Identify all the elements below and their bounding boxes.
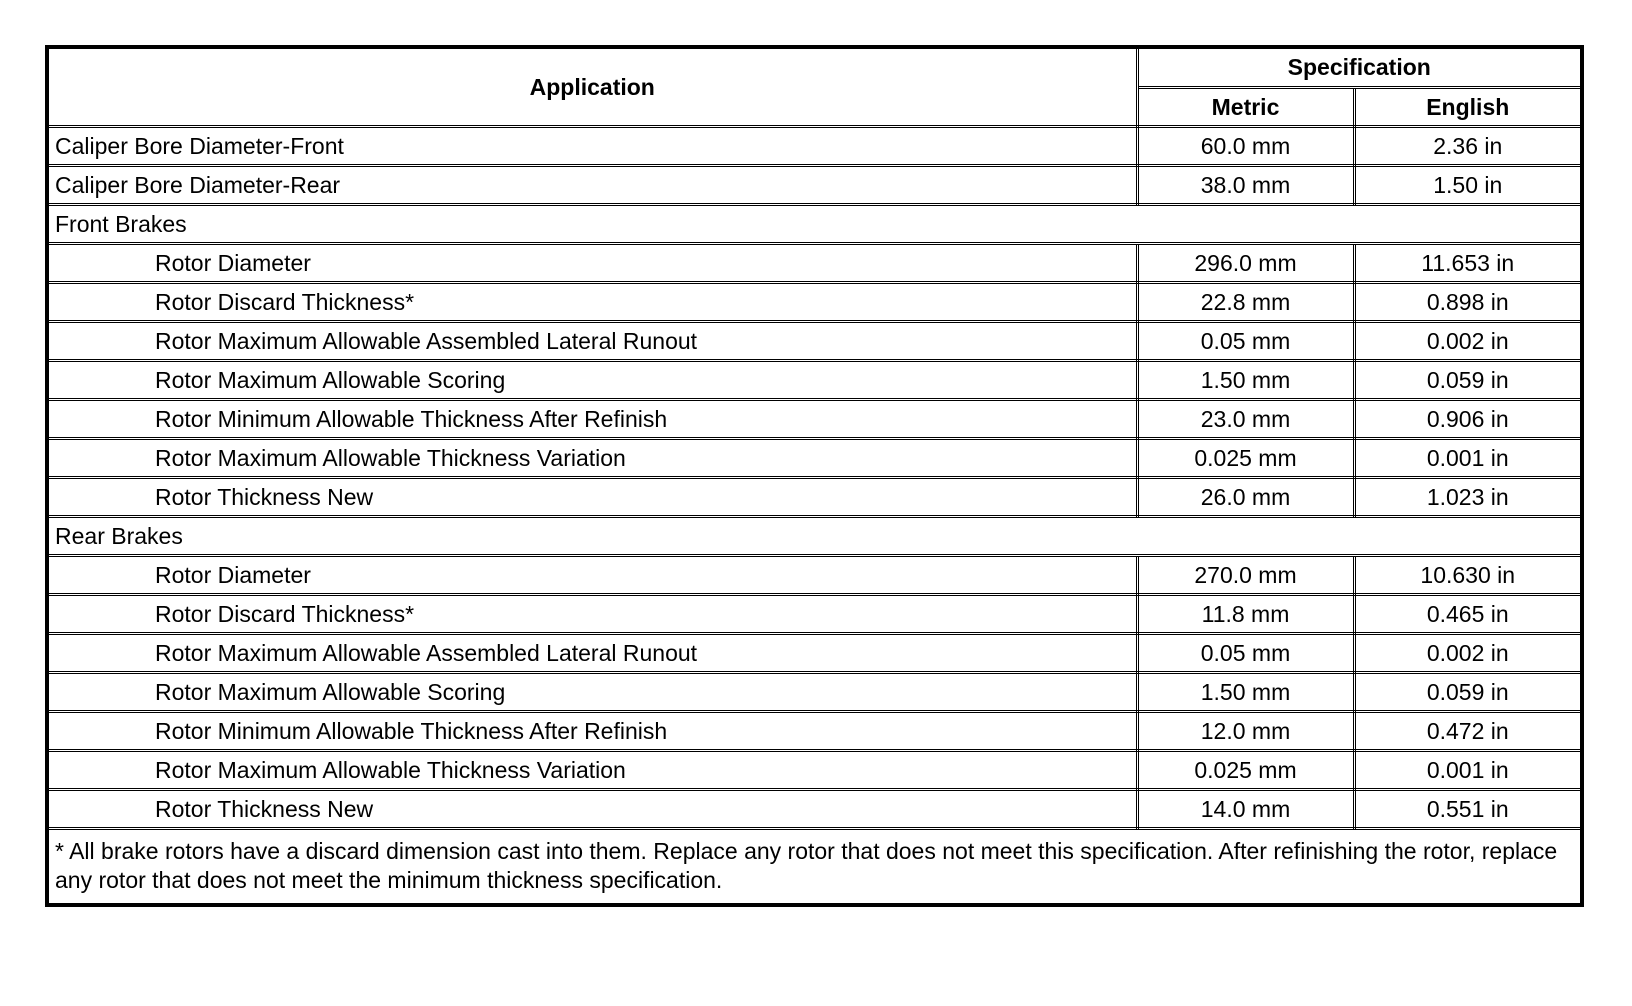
table-row [47,556,1582,595]
row-label: Caliper Bore Diameter-Front [47,127,1137,166]
english-value: 11.653 in [1354,244,1582,283]
english-value: 0.472 in [1354,712,1582,751]
table-row [47,595,1582,634]
table-row [47,712,1582,751]
row-label: Rotor Maximum Allowable Scoring [47,673,1137,712]
row-label: Rotor Discard Thickness* [47,283,1137,322]
metric-value: 270.0 mm [1137,556,1354,595]
table-row [47,790,1582,829]
table-row [47,400,1582,439]
row-label: Caliper Bore Diameter-Rear [47,166,1137,205]
table-row [47,127,1582,166]
table-row [47,322,1582,361]
footnote-row [47,829,1582,906]
row-label: Rotor Maximum Allowable Scoring [47,361,1137,400]
english-value: 0.898 in [1354,283,1582,322]
metric-value: 0.025 mm [1137,439,1354,478]
row-label: Rotor Diameter [47,556,1137,595]
header-row-top [47,47,1582,87]
english-value: 10.630 in [1354,556,1582,595]
table-row [47,244,1582,283]
metric-value: 14.0 mm [1137,790,1354,829]
english-value: 1.50 in [1354,166,1582,205]
metric-value: 38.0 mm [1137,166,1354,205]
row-label: Rotor Minimum Allowable Thickness After Refinish [47,712,1137,751]
table-row [47,166,1582,205]
row-label: Rotor Thickness New [47,478,1137,517]
table-row [47,673,1582,712]
section-title: Front Brakes [47,205,1582,244]
table-row [47,439,1582,478]
row-label: Rotor Diameter [47,244,1137,283]
english-column-header: English [1354,87,1582,127]
table-row [47,478,1582,517]
english-value: 2.36 in [1354,127,1582,166]
specification-column-header: Specification [1137,47,1582,87]
row-label: Rotor Maximum Allowable Assembled Lateral Runout [47,634,1137,673]
metric-value: 60.0 mm [1137,127,1354,166]
metric-value: 0.05 mm [1137,322,1354,361]
metric-value: 0.05 mm [1137,634,1354,673]
english-value: 0.002 in [1354,322,1582,361]
row-label: Rotor Maximum Allowable Assembled Lateral Runout [47,322,1137,361]
row-label: Rotor Discard Thickness* [47,595,1137,634]
metric-value: 296.0 mm [1137,244,1354,283]
application-column-header: Application [47,47,1137,127]
english-value: 1.023 in [1354,478,1582,517]
table-row [47,751,1582,790]
section-header-rear-brakes [47,517,1582,556]
row-label: Rotor Minimum Allowable Thickness After Refinish [47,400,1137,439]
footnote-text: * All brake rotors have a discard dimension cast into them. Replace any rotor that does not meet this specification. After refinishing the rotor, replace any rotor that does not meet the minimum thickness specification. [47,829,1582,906]
metric-value: 1.50 mm [1137,673,1354,712]
metric-value: 11.8 mm [1137,595,1354,634]
metric-value: 23.0 mm [1137,400,1354,439]
table-row [47,634,1582,673]
table-row [47,361,1582,400]
section-title: Rear Brakes [47,517,1582,556]
metric-value: 1.50 mm [1137,361,1354,400]
metric-value: 26.0 mm [1137,478,1354,517]
metric-value: 0.025 mm [1137,751,1354,790]
english-value: 0.551 in [1354,790,1582,829]
english-value: 0.059 in [1354,673,1582,712]
english-value: 0.465 in [1354,595,1582,634]
brake-specification-table [45,45,1584,907]
metric-column-header: Metric [1137,87,1354,127]
row-label: Rotor Thickness New [47,790,1137,829]
table-body [47,127,1582,906]
section-header-front-brakes [47,205,1582,244]
row-label: Rotor Maximum Allowable Thickness Variation [47,751,1137,790]
english-value: 0.059 in [1354,361,1582,400]
english-value: 0.002 in [1354,634,1582,673]
metric-value: 22.8 mm [1137,283,1354,322]
metric-value: 12.0 mm [1137,712,1354,751]
row-label: Rotor Maximum Allowable Thickness Variation [47,439,1137,478]
english-value: 0.906 in [1354,400,1582,439]
english-value: 0.001 in [1354,751,1582,790]
english-value: 0.001 in [1354,439,1582,478]
table-row [47,283,1582,322]
table-header [47,47,1582,127]
